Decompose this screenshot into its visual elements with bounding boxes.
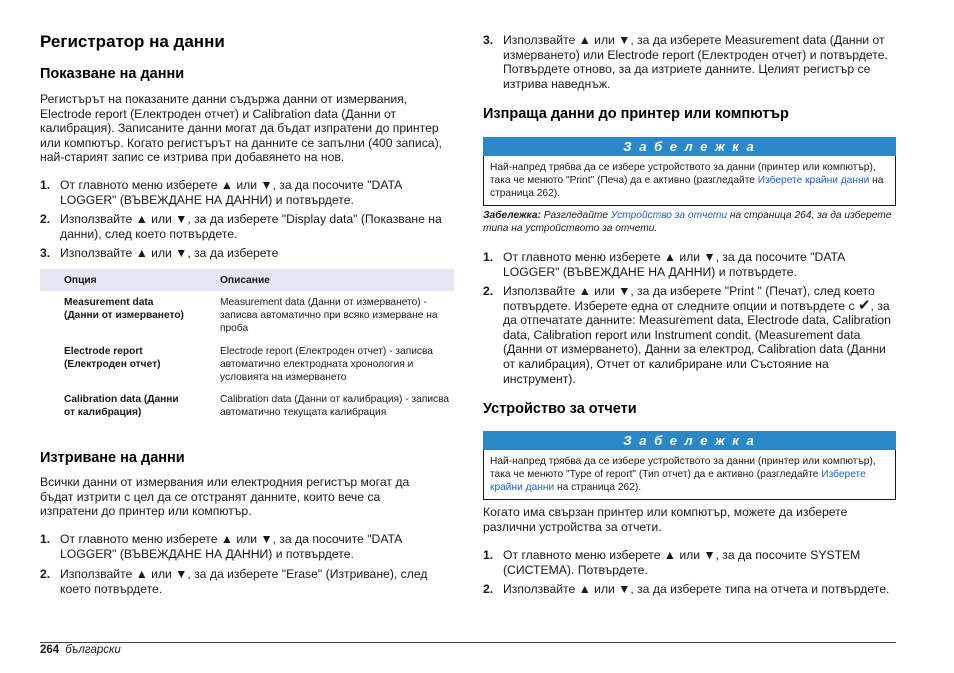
erase-step-1: 1. От главното меню изберете ▲ или ▼, за да посочите "DATA LOGGER" (ВЪВЕЖДАНЕ НА ДАННИ) и потвърдете. bbox=[40, 532, 402, 561]
section-heading-report-device: Устройство за отчети bbox=[483, 401, 637, 417]
note-body: Най-напред трябва да се избере устройството за данни (принтер или компютър), така че менюто "Print" (Печа) да е активно (разгледайте Изберете крайни данни на страница 262). bbox=[483, 156, 896, 206]
show-step-2: 2. Използвайте ▲ или ▼, за да изберете "Display data" (Показване на данни), след което потвърдете. bbox=[40, 212, 442, 241]
table-cell-option: Measurement data (Данни от измерването) bbox=[64, 297, 184, 321]
table-cell-description: Measurement data (Данни от измерването) - записва автоматично при всяко измерване на проба bbox=[220, 297, 438, 334]
table-cell-description: Calibration data (Данни от калибрация) - записва автоматично текущата калибрация bbox=[220, 394, 450, 418]
show-data-intro: Регистърът на показаните данни съдържа данни от измервания, Electrode report (Електроден отчет) и Calibration data (Данни от калибрация). Записаните данни могат да бъдат изпратени до принтер или компютър. Когато регистърът на данните се запълни (400 записа), най-старият запис се изтрива при добавянето на нов. bbox=[40, 92, 443, 165]
table-header-option: Опция bbox=[40, 269, 196, 291]
section-heading-erase-data: Изтриване на данни bbox=[40, 450, 185, 466]
erase-step-2: 2. Използвайте ▲ или ▼, за да изберете "Erase" (Изтриване), след което потвърдете. bbox=[40, 567, 428, 596]
footer bbox=[40, 643, 121, 657]
footer-divider bbox=[40, 642, 896, 643]
page-title: Регистратор на данни bbox=[40, 32, 225, 51]
report-device-intro: Когато има свързан принтер или компютър, можете да изберете различни устройства за отчети. bbox=[483, 505, 848, 534]
erase-data-intro: Всички данни от измервания или електродния регистър могат да бъдат изтрити с цел да се отстранят данните, които вече са изпратени до принтер или компютър. bbox=[40, 475, 410, 519]
section-heading-show-data: Показване на данни bbox=[40, 66, 185, 82]
table-row bbox=[40, 387, 454, 427]
report-step-1: 1. От главното меню изберете ▲ или ▼, за да посочите SYSTEM (СИСТЕМА). Потвърдете. bbox=[483, 548, 861, 577]
footer-language: български bbox=[65, 644, 121, 656]
table-cell-description: Electrode report (Електроден отчет) - записва автоматично електродната хронология и условията на измерването bbox=[220, 346, 433, 383]
link-report-device[interactable]: Устройство за отчети bbox=[610, 210, 728, 221]
page-number: 264 bbox=[40, 644, 60, 656]
checkmark-icon: ✔ bbox=[857, 296, 871, 314]
options-table bbox=[40, 269, 454, 427]
note-body: Най-напред трябва да се избере устройството за данни (принтер или компютър), така че менюто "Type of report" (Тип отчет) да е активно (разгледайте Изберете крайни данни на страница 262). bbox=[483, 450, 896, 500]
link-select-output[interactable]: Изберете крайни данни bbox=[490, 469, 866, 493]
note-header: З а б е л е ж к а bbox=[483, 431, 896, 450]
table-cell-option: Calibration data (Данни от калибрация) bbox=[64, 394, 179, 418]
show-step-3: 3. Използвайте ▲ или ▼, за да изберете bbox=[40, 246, 279, 260]
send-step-1: 1. От главното меню изберете ▲ или ▼, за да посочите "DATA LOGGER" (ВЪВЕЖДАНЕ НА ДАННИ) и потвърдете. bbox=[483, 250, 845, 279]
note-header: З а б е л е ж к а bbox=[483, 137, 896, 156]
section-heading-send-data: Изпраща данни до принтер или компютър bbox=[483, 106, 789, 122]
erase-step-3: 3. Използвайте ▲ или ▼, за да изберете Measurement data (Данни от измерването) или Electrode report (Електроден отчет) и потвърдете. Потвърдете отново, за да изтриете данните. Целият регистър се изтрива наведнъж. bbox=[483, 33, 888, 91]
link-select-output[interactable]: Изберете крайни данни bbox=[757, 175, 870, 186]
table-cell-option: Electrode report (Електроден отчет) bbox=[64, 346, 161, 370]
table-row bbox=[40, 339, 454, 387]
show-step-1: 1. От главното меню изберете ▲ или ▼, за да посочите "DATA LOGGER" (ВЪВЕЖДАНЕ НА ДАННИ) и потвърдете. bbox=[40, 178, 402, 207]
table-row bbox=[40, 291, 454, 339]
send-step-2: 2. Използвайте ▲ или ▼, за да изберете "Print " (Печат), след което потвърдете. Изберете една от следните опции и потвърдете с ✔, за да отпечатате данните: Measurement data, Electrode data, Calibration data, Calibration report или Instrument condit. (Measurement data (Данни от измерването), Данни за електрод, Calibration data (Данни от калибрация), Отчет от калибриране или Състояние на инструмент). bbox=[483, 284, 891, 386]
remark: Забележка: Разгледайте Устройство за отчети на страница 264, за да изберете типа на устройството за отчети. bbox=[483, 210, 892, 234]
report-step-2: 2. Използвайте ▲ или ▼, за да изберете типа на отчета и потвърдете. bbox=[483, 582, 890, 596]
table-header-description: Описание bbox=[196, 269, 454, 291]
